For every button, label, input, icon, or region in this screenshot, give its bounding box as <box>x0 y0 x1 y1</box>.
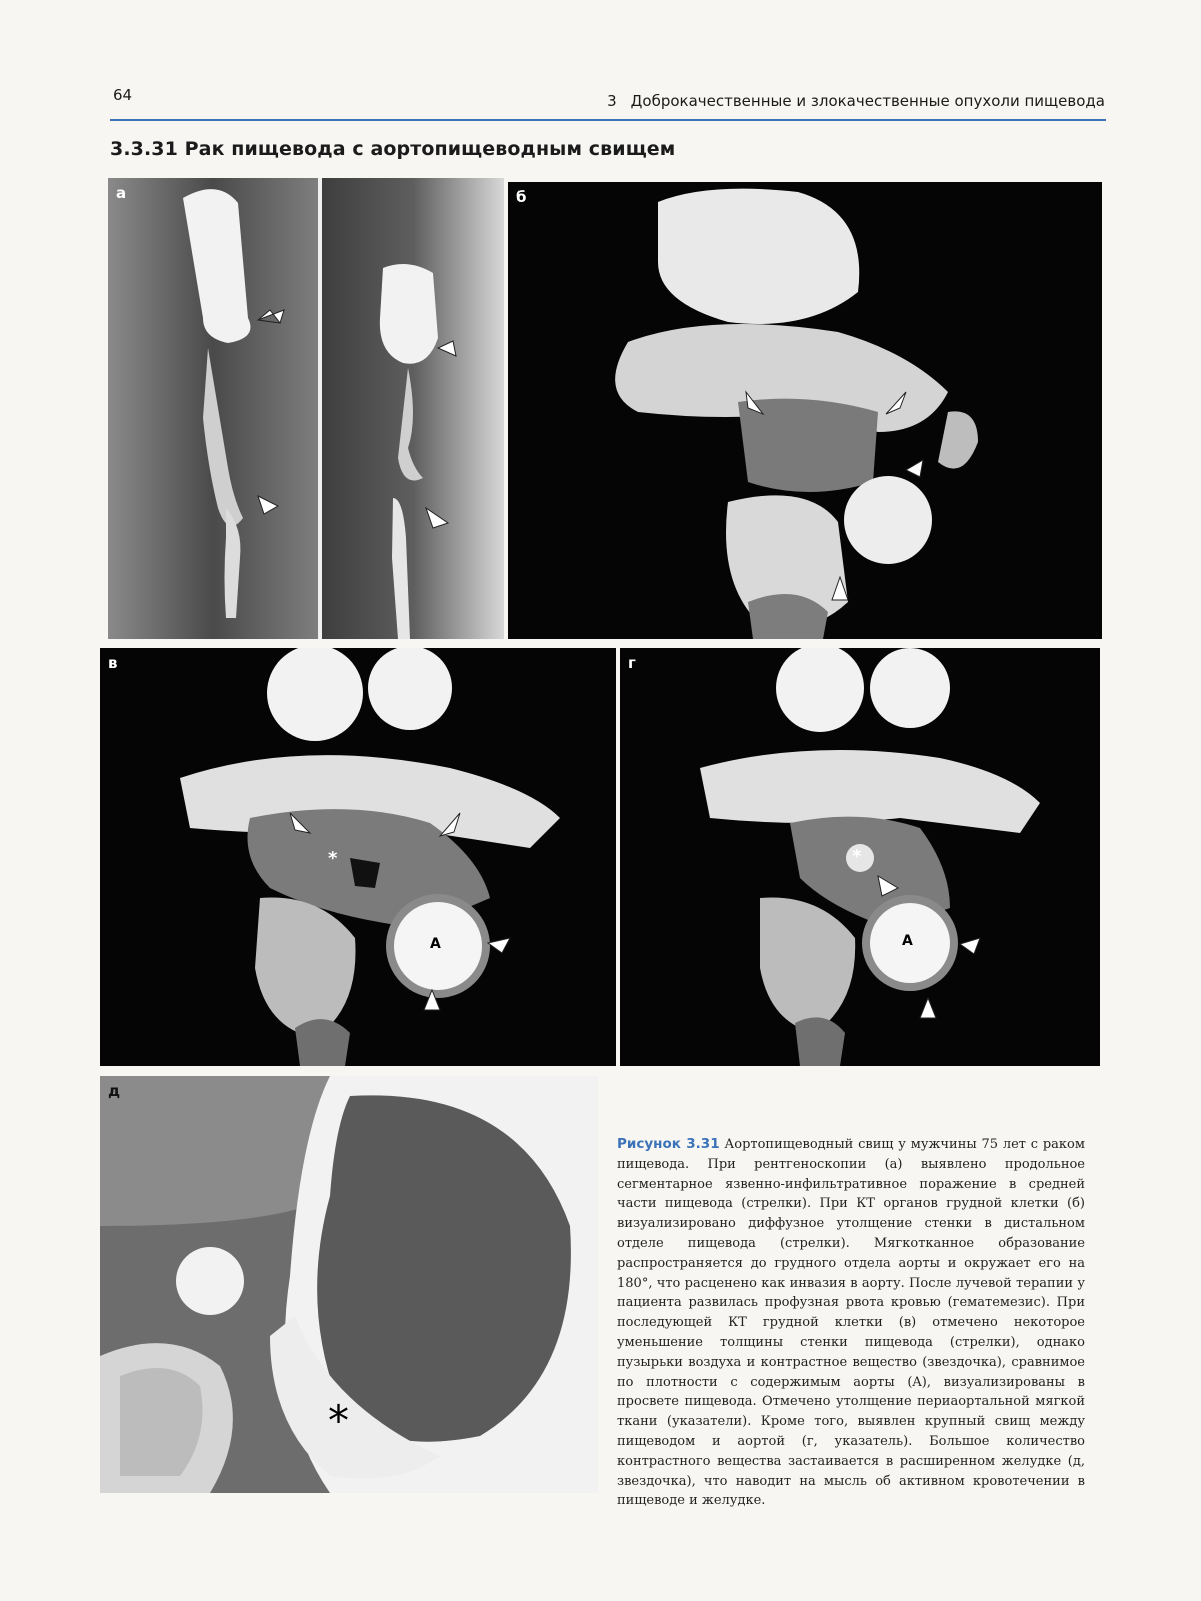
figure-caption <box>617 1135 1085 1511</box>
panel-label-a: а <box>116 184 127 202</box>
aorta-label: A <box>902 933 913 949</box>
header-rule <box>110 119 1106 121</box>
running-header <box>607 92 1105 110</box>
ct-image <box>100 648 616 1066</box>
figure-panel-a <box>108 178 504 639</box>
asterisk-marker: * <box>328 1396 349 1445</box>
panel-label-v: в <box>108 654 118 672</box>
section-title: 3.3.31 Рак пищевода с аортопищеводным свищем <box>110 138 676 160</box>
asterisk-marker: * <box>852 846 862 867</box>
panel-label-d: д <box>108 1082 121 1100</box>
ct-image <box>508 182 1102 639</box>
panel-label-b: б <box>516 188 527 206</box>
caption-text: Аортопищеводный свищ у мужчины 75 лет с раком пищевода. При рентгеноскопии (а) выявлено продольное сегментарное язвенно-инфильтративное поражение в средней части пищевода (стрелки). При КТ органов грудной клетки (б) визуализировано диффузное утолщение стенки в дистальном отделе пищевода (стрелки). Мягкотканное образование распространяется до грудного отдела аорты и окружает его на 180°, что расценено как инвазия в аорту. После лучевой терапии у пациента развилась профузная рвота кровью (гематемезис). При последующей КТ грудной клетки (в) отмечено некоторое уменьшение толщины стенки пищевода (стрелки), однако пузырьки воздуха и контрастное вещество (звездочка), сравнимое по плотности с содержимым аорты (A), визуализированы в просвете пищевода. Отмечено утолщение периаортальной мягкой ткани (указатели). Кроме того, выявлен крупный свищ между пищеводом и аортой (г, указатель). Большое количество контрастного вещества застаивается в расширенном желудке (д, звездочка), что наводит на мысль об активном кровотечении в пищеводе и желудке. <box>617 1137 1085 1509</box>
ct-image <box>100 1076 598 1493</box>
caption-label: Рисунок 3.31 <box>617 1136 720 1152</box>
page-number: 64 <box>113 86 133 104</box>
figure-panel-b <box>508 182 1102 639</box>
fluoroscopy-image <box>108 178 504 639</box>
chapter-title: Доброкачественные и злокачественные опухоли пищевода <box>630 92 1105 110</box>
figure-panel-v <box>100 648 616 1066</box>
chapter-number: 3 <box>607 92 617 110</box>
figure-panel-d <box>100 1076 598 1493</box>
aorta-label: A <box>430 936 441 952</box>
asterisk-marker: * <box>328 848 338 869</box>
panel-label-g: г <box>628 654 636 672</box>
figure-panel-g <box>620 648 1100 1066</box>
